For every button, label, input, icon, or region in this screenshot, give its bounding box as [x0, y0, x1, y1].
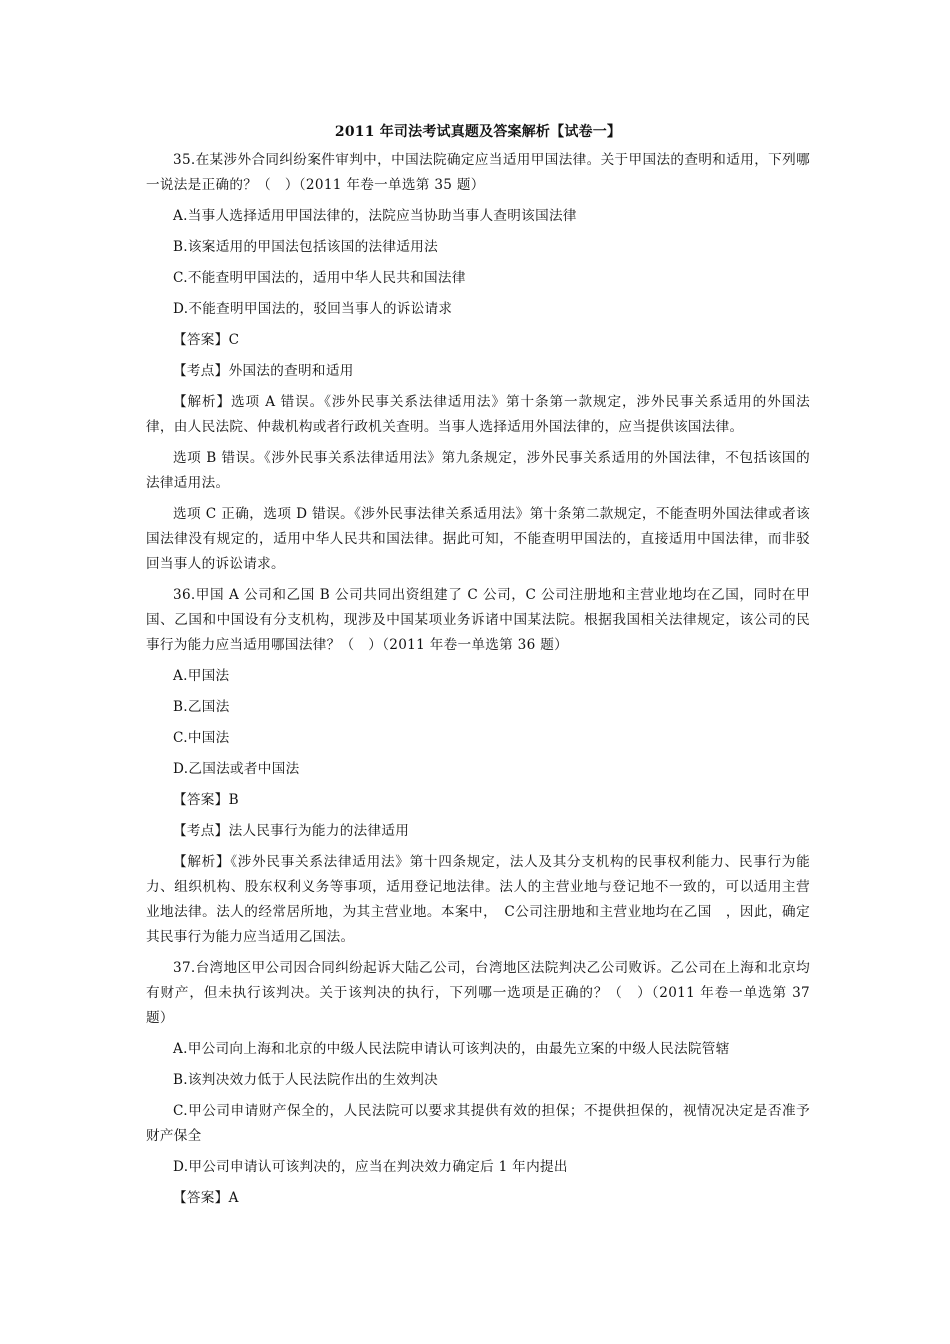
question-35-topic: 【考点】外国法的查明和适用: [173, 363, 354, 379]
question-35-option-d: D.不能查明甲国法的，驳回当事人的诉讼请求: [173, 301, 453, 317]
question-36-option-c: C.中国法: [173, 730, 230, 746]
question-37-stem: 37.台湾地区甲公司因合同纠纷起诉大陆乙公司，台湾地区法院判决乙公司败诉。乙公司在上海和北京均有财产，但未执行该判决。关于该判决的执行，下列哪一选项是正确的？（ ）（2011 年卷一单选第 37 题）: [146, 960, 810, 1026]
question-35-stem: 35.在某涉外合同纠纷案件审判中，中国法院确定应当适用甲国法律。关于甲国法的查明和适用，下列哪一说法是正确的？（ ）（2011 年卷一单选第 35 题）: [146, 152, 810, 193]
question-36-analysis: 【解析】《涉外民事关系法律适用法》第十四条规定，法人及其分支机构的民事权利能力、民事行为能力、组织机构、股东权利义务等事项，适用登记地法律。法人的主营业地与登记地不一致的，可以适用主营业地法律。法人的经常居所地，为其主营业地。本案中， C公司注册地和主营业地均在乙国 ，因此，确定其民事行为能力应当适用乙国法。: [146, 854, 810, 945]
question-36-option-b: B.乙国法: [173, 699, 230, 715]
question-35-option-a: A.当事人选择适用甲国法律的，法院应当协助当事人查明该国法律: [173, 208, 577, 224]
question-35-option-c: C.不能查明甲国法的，适用中华人民共和国法律: [173, 270, 466, 286]
question-37-option-b: B.该判决效力低于人民法院作出的生效判决: [173, 1072, 438, 1088]
question-36-answer: 【答案】B: [173, 792, 239, 808]
question-36-option-a: A.甲国法: [173, 668, 230, 684]
question-35-answer: 【答案】C: [173, 332, 240, 348]
question-37-option-a: A.甲公司向上海和北京的中级人民法院申请认可该判决的，由最先立案的中级人民法院管辖: [173, 1041, 730, 1057]
question-36-topic: 【考点】法人民事行为能力的法律适用: [173, 823, 410, 839]
question-37-option-d: D.甲公司申请认可该判决的，应当在判决效力确定后 1 年内提出: [173, 1159, 568, 1175]
question-37-answer: 【答案】A: [173, 1190, 239, 1206]
document-page: [146, 122, 810, 1217]
question-35-analysis-a: 【解析】选项 A 错误。《涉外民事关系法律适用法》第十条第一款规定，涉外民事关系适用的外国法律，由人民法院、仲裁机构或者行政机关查明。当事人选择适用外国法律的，应当提供该国法律。: [146, 394, 810, 435]
question-35-analysis-b: 选项 B 错误。《涉外民事关系法律适用法》第九条规定，涉外民事关系适用的外国法律，不包括该国的法律适用法。: [146, 450, 810, 491]
question-37-option-c: C.甲公司申请财产保全的，人民法院可以要求其提供有效的担保；不提供担保的，视情况决定是否准予财产保全: [146, 1103, 810, 1144]
question-36-option-d: D.乙国法或者中国法: [173, 761, 300, 777]
question-35-analysis-cd: 选项 C 正确，选项 D 错误。《涉外民事法律关系适用法》第十条第二款规定，不能查明外国法律或者该国法律没有规定的，适用中华人民共和国法律。据此可知，不能查明甲国法的，直接适用中国法律，而非驳回当事人的诉讼请求。: [146, 506, 810, 572]
question-35-option-b: B.该案适用的甲国法包括该国的法律适用法: [173, 239, 438, 255]
question-36-stem: 36.甲国 A 公司和乙国 B 公司共同出资组建了 C 公司，C 公司注册地和主营业地均在乙国，同时在甲国、乙国和中国设有分支机构，现涉及中国某项业务诉诸中国某法院。根据我国相关法律规定，该公司的民事行为能力应当适用哪国法律？（ ）（2011 年卷一单选第 36 题）: [146, 587, 810, 653]
document-title: 2011 年司法考试真题及答案解析【试卷一】: [334, 124, 622, 140]
